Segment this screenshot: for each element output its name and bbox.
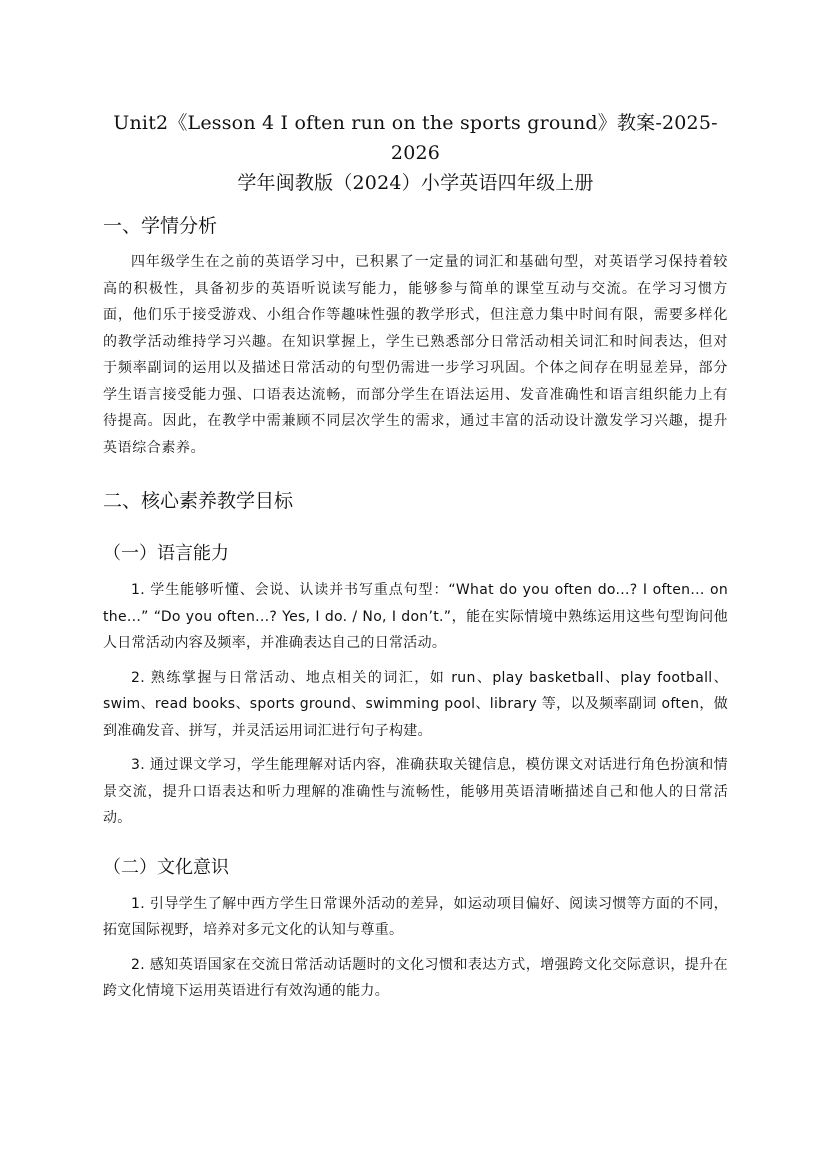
culture-goal-2: 2. 感知英语国家在交流日常活动话题时的文化习惯和表达方式，增强跨文化交际意识，提升在跨文化情境下运用英语进行有效沟通的能力。	[103, 956, 728, 999]
page-content	[103, 108, 728, 1005]
section-heading-goals: 二、核心素养教学目标	[103, 490, 294, 512]
analysis-paragraph: 四年级学生在之前的英语学习中，已积累了一定量的词汇和基础句型，对英语学习保持着较高的积极性，具备初步的英语听说读写能力，能够参与简单的课堂互动与交流。在学习习惯方面，他们乐于接受游戏、小组合作等趣味性强的教学形式，但注意力集中时间有限，需要多样化的教学活动维持学习兴趣。在知识掌握上，学生已熟悉部分日常活动相关词汇和时间表达，但对于频率副词的运用以及描述日常活动的句型仍需进一步学习巩固。个体之间存在明显差异，部分学生语言接受能力强、口语表达流畅，而部分学生在语法运用、发音准确性和语言组织能力上有待提高。因此，在教学中需兼顾不同层次学生的需求，通过丰富的活动设计激发学习兴趣，提升英语综合素养。	[103, 254, 728, 456]
subsection-heading-culture: （二）文化意识	[103, 856, 229, 878]
subsection-heading-language: （一）语言能力	[103, 543, 229, 564]
language-goal-2: 2. 熟练掌握与日常活动、地点相关的词汇，如 run、play basketball、play football、swim、read books、sports ground、swimming pool、library 等，以及频率副词 often，做到准确发音、拼写，并灵活运用词汇进行句子构建。	[103, 669, 728, 739]
document-title-line-2: 学年闽教版（2024）小学英语四年级上册	[237, 172, 594, 194]
section-heading-analysis: 一、学情分析	[103, 215, 218, 237]
culture-goal-1: 1. 引导学生了解中西方学生日常课外活动的差异，如运动项目偏好、阅读习惯等方面的不同，拓宽国际视野，培养对多元文化的认知与尊重。	[103, 895, 728, 938]
language-goal-3: 3. 通过课文学习，学生能理解对话内容，准确获取关键信息，模仿课文对话进行角色扮演和情景交流，提升口语表达和听力理解的准确性与流畅性，能够用英语清晰描述自己和他人的日常活动。	[103, 757, 728, 826]
language-goal-1: 1. 学生能够听懂、会说、认读并书写重点句型：“What do you often do...? I often... on the...” “Do you often...? Yes, I do. / No, I don’t.”，能在实际情境中熟练运用这些句型询问他人日常活动内容及频率，并准确表达自己的日常活动。	[103, 582, 728, 651]
document-title-line-1: Unit2《Lesson 4 I often run on the sports ground》教案-2025-2026	[113, 112, 718, 164]
